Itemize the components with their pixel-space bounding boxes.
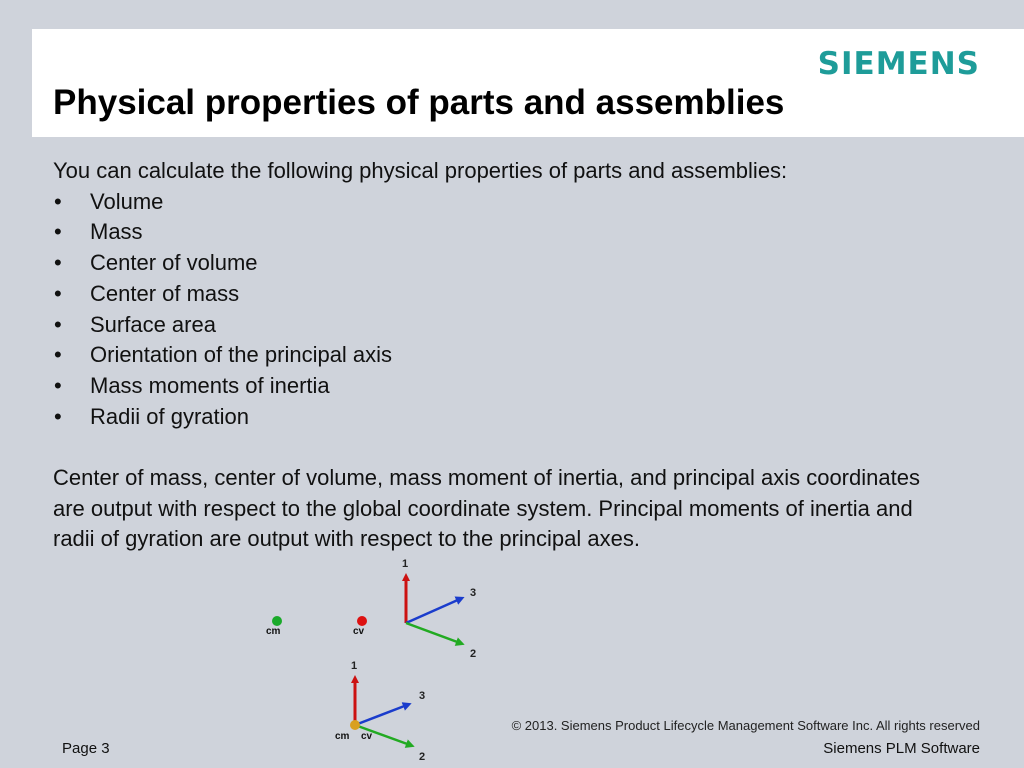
list-item: • Surface area	[53, 310, 953, 341]
list-item: • Center of volume	[53, 248, 953, 279]
slide-body	[53, 156, 953, 555]
list-item: • Center of mass	[53, 279, 953, 310]
cm-label: cm	[266, 626, 281, 637]
company-name: Siemens PLM Software	[823, 740, 980, 757]
list-item: • Orientation of the principal axis	[53, 340, 953, 371]
list-item: • Volume	[53, 187, 953, 218]
property-list	[53, 187, 953, 433]
cm-label: cm	[335, 731, 350, 742]
siemens-logo: SIEMENS	[817, 46, 980, 82]
center-of-volume-point	[353, 616, 367, 637]
upper-axis-triad	[402, 558, 476, 660]
axis-3-line	[406, 599, 460, 623]
cv-label: cv	[353, 626, 365, 637]
cv-label: cv	[361, 731, 373, 742]
axis-2-label: 2	[470, 648, 477, 660]
page-title: Physical properties of parts and assemblies	[53, 83, 785, 122]
cv-marker	[357, 616, 367, 626]
explanation-paragraph: Center of mass, center of volume, mass moment of inertia, and principal axis coordinates are output with respect to the global coordinate system. Principal moments of inertia and radii of gyration are output with respect to the principal axes.	[53, 465, 920, 552]
copyright-notice: © 2013. Siemens Product Lifecycle Management Software Inc. All rights reserved	[511, 718, 980, 733]
axis-2-label: 2	[419, 751, 426, 763]
axis-2-line	[406, 623, 460, 643]
list-item: • Mass moments of inertia	[53, 371, 953, 402]
cm-marker	[272, 616, 282, 626]
page-number: Page 3	[62, 740, 110, 757]
list-item: • Mass	[53, 217, 953, 248]
list-item: • Radii of gyration	[53, 402, 953, 433]
intro-text: You can calculate the following physical properties of parts and assemblies:	[53, 158, 788, 183]
center-of-mass-point	[266, 616, 282, 637]
principal-axes-diagram	[255, 555, 495, 765]
axis-3-label: 3	[419, 690, 426, 702]
axis-3-label: 3	[470, 587, 477, 599]
origin-marker	[350, 720, 360, 730]
axis-1-label: 1	[402, 558, 409, 570]
axis-1-label: 1	[351, 660, 358, 672]
lower-axis-triad	[335, 660, 425, 763]
axis-3-line	[355, 705, 407, 725]
